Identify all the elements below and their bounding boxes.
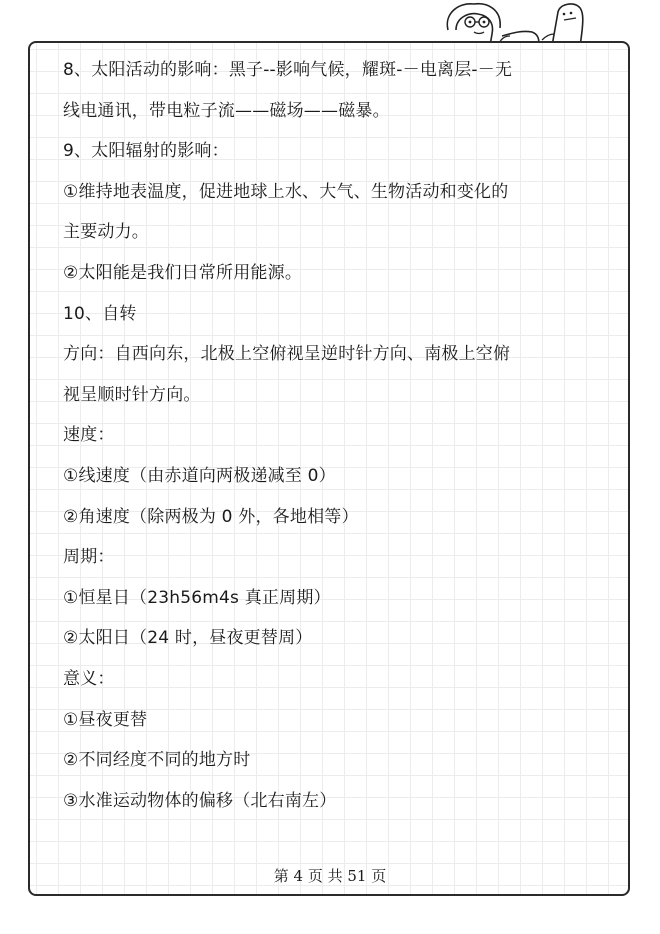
text-line: ①恒星日（23h56m4s 真正周期） <box>63 587 331 608</box>
subsection-heading: 意义： <box>63 668 115 689</box>
document-body <box>63 60 603 831</box>
text-line: ①昼夜更替 <box>63 709 148 730</box>
text-line: ①维持地表温度，促进地球上水、大气、生物活动和变化的 <box>63 181 509 202</box>
text-line: 线电通讯，带电粒子流——磁场——磁暴。 <box>63 100 390 121</box>
text-line: 8、太阳活动的影响：黑子--影响气候，耀斑-－电离层-－无 <box>63 60 513 80</box>
section-heading: 9、太阳辐射的影响： <box>63 141 229 162</box>
subsection-heading: 速度： <box>63 425 115 446</box>
section-heading: 10、自转 <box>63 303 137 324</box>
page-number-footer: 第 4 页 共 51 页 <box>273 867 387 885</box>
cartoon-doodle-icon <box>440 0 620 46</box>
text-line: 方向：自西向东，北极上空俯视呈逆时针方向、南极上空俯 <box>63 344 511 365</box>
text-line: 视呈顺时针方向。 <box>63 384 201 405</box>
subsection-heading: 周期： <box>63 547 115 568</box>
text-line: ①线速度（由赤道向两极递减至 0） <box>63 465 336 486</box>
text-line: ②不同经度不同的地方时 <box>63 750 251 771</box>
text-line: ②太阳日（24 时，昼夜更替周） <box>63 628 313 649</box>
text-line: ②太阳能是我们日常所用能源。 <box>63 262 303 283</box>
text-line: 主要动力。 <box>63 222 149 243</box>
text-line: ③水准运动物体的偏移（北右南左） <box>63 790 337 811</box>
text-line: ②角速度（除两极为 0 外，各地相等） <box>63 506 359 527</box>
